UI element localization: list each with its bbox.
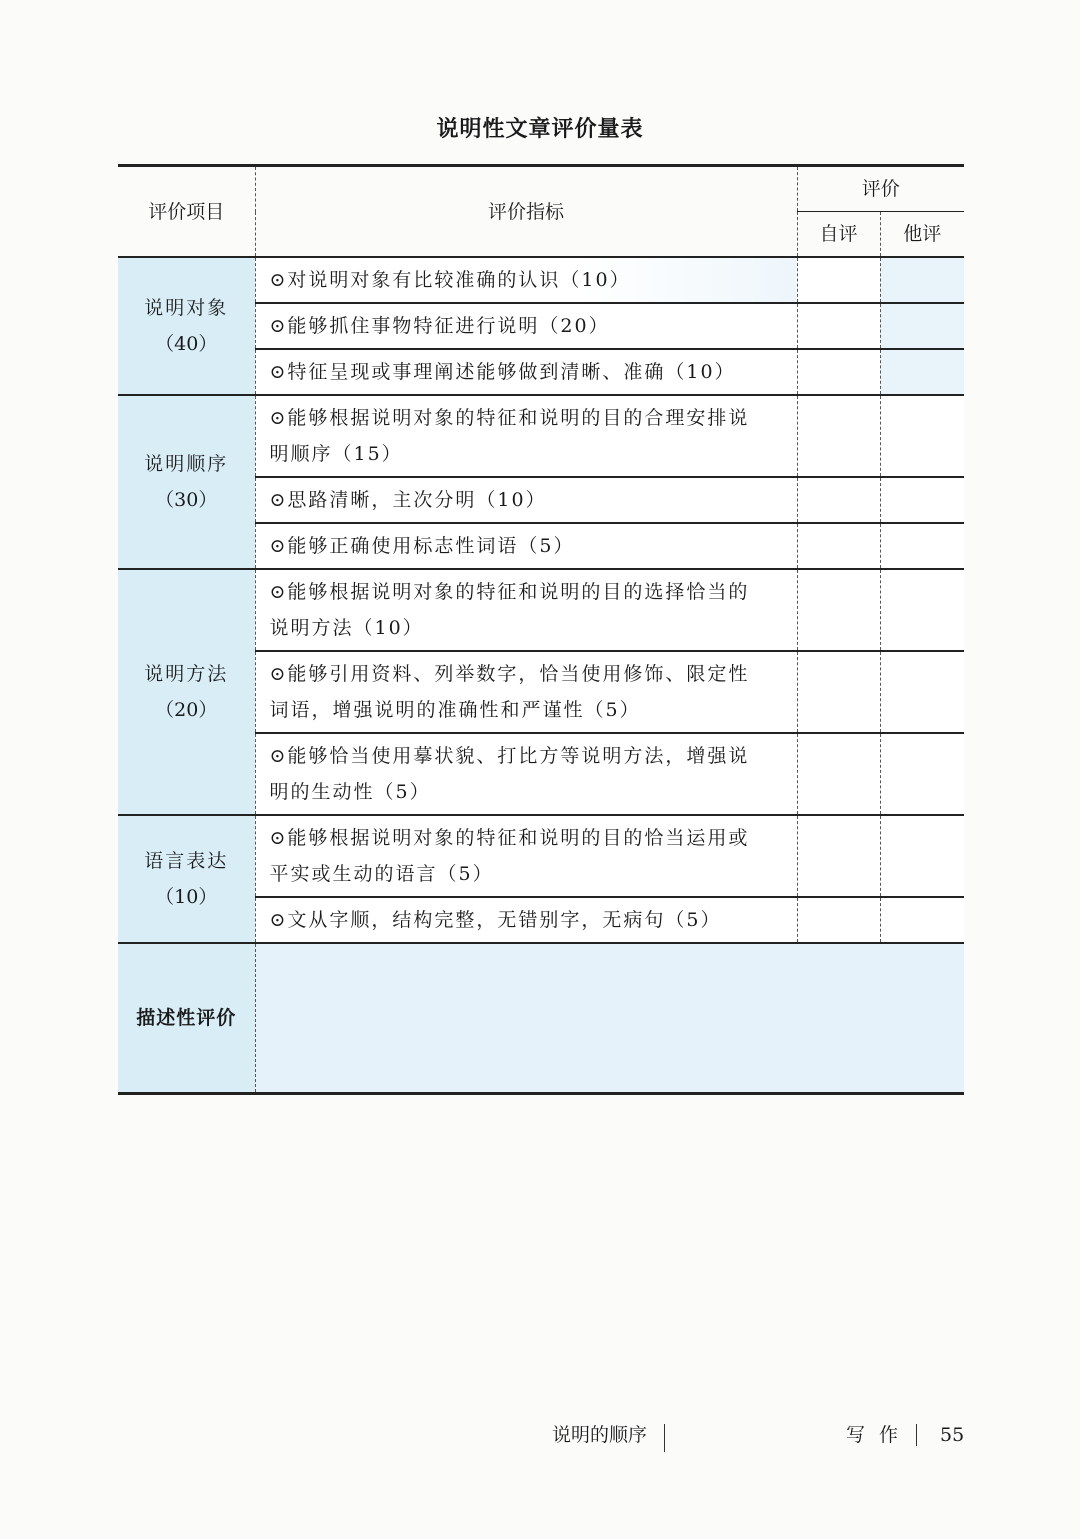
self-eval-cell[interactable] <box>797 477 880 523</box>
category-name: 语言表达 <box>144 850 229 872</box>
peer-eval-cell[interactable] <box>880 733 964 815</box>
indicator-cell: ⊙思路清晰，主次分明（10） <box>255 477 797 523</box>
header-self: 自评 <box>797 212 880 258</box>
table-row <box>118 569 964 651</box>
indicator-cell: ⊙能够正确使用标志性词语（5） <box>255 523 797 569</box>
indicator-cell: ⊙对说明对象有比较准确的认识（10） <box>255 257 797 303</box>
peer-eval-cell[interactable] <box>880 815 964 897</box>
table-row <box>118 815 964 897</box>
peer-eval-cell[interactable] <box>880 523 964 569</box>
peer-eval-cell[interactable] <box>880 897 964 943</box>
category-name: 说明顺序 <box>144 453 229 475</box>
indicator-cell: ⊙能够恰当使用摹状貌、打比方等说明方法，增强说 明的生动性（5） <box>255 733 797 815</box>
page-title: 说明性文章评价量表 <box>436 117 644 142</box>
self-eval-cell[interactable] <box>797 257 880 303</box>
header-item: 评价项目 <box>118 166 255 258</box>
header-indicator: 评价指标 <box>255 166 797 258</box>
footer-divider <box>916 1424 917 1446</box>
category-name: 说明对象 <box>144 297 229 319</box>
indicator-cell: ⊙能够根据说明对象的特征和说明的目的恰当运用或 平实或生动的语言（5） <box>255 815 797 897</box>
descriptive-label: 描述性评价 <box>118 943 255 1094</box>
self-eval-cell[interactable] <box>797 651 880 733</box>
table-row <box>118 943 964 1094</box>
evaluation-table <box>118 164 964 1095</box>
peer-eval-cell[interactable] <box>880 395 964 477</box>
footer-category: 写作 <box>846 1424 913 1446</box>
peer-eval-cell[interactable] <box>880 651 964 733</box>
indicator-cell: ⊙能够根据说明对象的特征和说明的目的合理安排说 明顺序（15） <box>255 395 797 477</box>
self-eval-cell[interactable] <box>797 523 880 569</box>
self-eval-cell[interactable] <box>797 349 880 395</box>
footer-divider <box>664 1424 665 1452</box>
self-eval-cell[interactable] <box>797 815 880 897</box>
indicator-cell: ⊙文从字顺，结构完整，无错别字，无病句（5） <box>255 897 797 943</box>
category-score: （20） <box>155 699 218 721</box>
self-eval-cell[interactable] <box>797 303 880 349</box>
self-eval-cell[interactable] <box>797 733 880 815</box>
indicator-cell: ⊙能够抓住事物特征进行说明（20） <box>255 303 797 349</box>
descriptive-area[interactable] <box>255 943 964 1094</box>
header-evaluation: 评价 <box>797 166 964 212</box>
self-eval-cell[interactable] <box>797 395 880 477</box>
category-cell <box>118 815 255 943</box>
category-cell <box>118 257 255 395</box>
peer-eval-cell[interactable] <box>880 257 964 303</box>
header-peer: 他评 <box>880 212 964 258</box>
category-score: （30） <box>155 489 218 511</box>
peer-eval-cell[interactable] <box>880 477 964 523</box>
category-cell <box>118 569 255 815</box>
footer-section-title: 说明的顺序 <box>552 1424 648 1446</box>
category-score: （10） <box>155 886 218 908</box>
table-row <box>118 257 964 303</box>
peer-eval-cell[interactable] <box>880 303 964 349</box>
indicator-cell: ⊙能够引用资料、列举数字，恰当使用修饰、限定性 词语，增强说明的准确性和严谨性（5） <box>255 651 797 733</box>
indicator-cell: ⊙能够根据说明对象的特征和说明的目的选择恰当的 说明方法（10） <box>255 569 797 651</box>
page-number: 55 <box>940 1424 965 1446</box>
peer-eval-cell[interactable] <box>880 569 964 651</box>
table-row <box>118 395 964 477</box>
self-eval-cell[interactable] <box>797 569 880 651</box>
peer-eval-cell[interactable] <box>880 349 964 395</box>
self-eval-cell[interactable] <box>797 897 880 943</box>
indicator-cell: ⊙特征呈现或事理阐述能够做到清晰、准确（10） <box>255 349 797 395</box>
category-name: 说明方法 <box>144 663 229 685</box>
category-cell <box>118 395 255 569</box>
category-score: （40） <box>155 333 218 355</box>
